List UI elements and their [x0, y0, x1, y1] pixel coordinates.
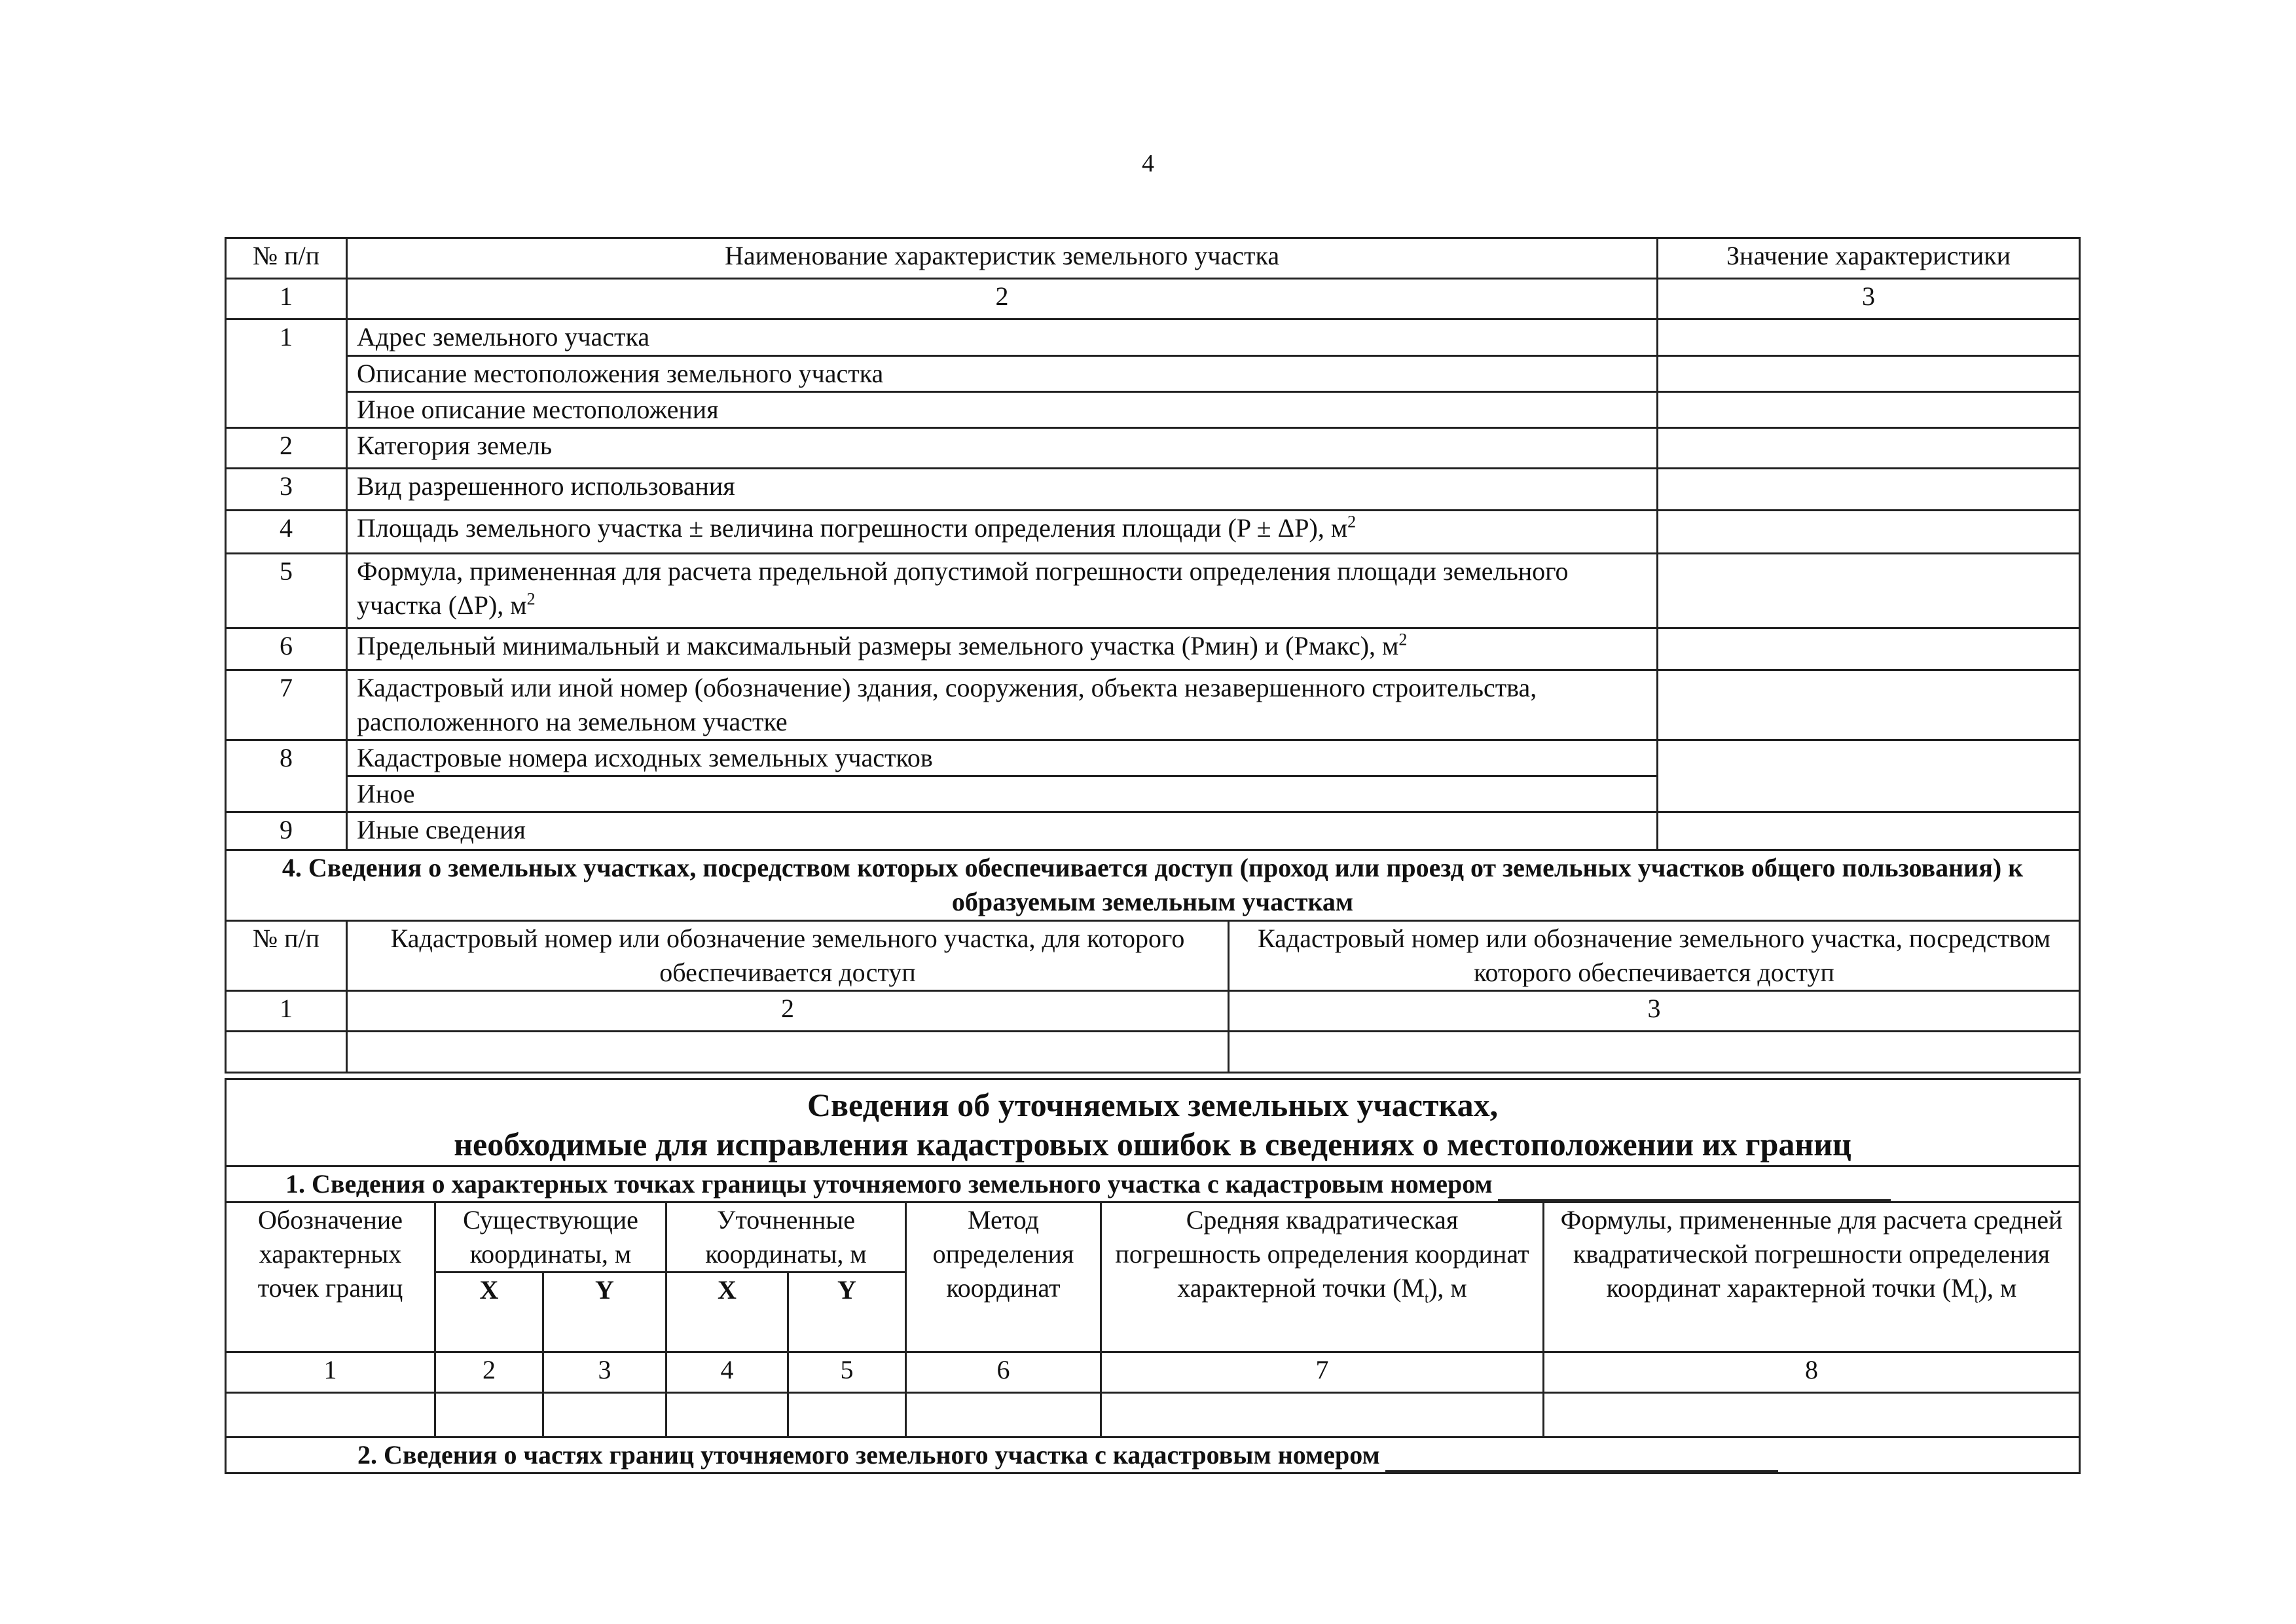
col-number: 1	[226, 279, 347, 319]
row-value	[1658, 812, 2080, 850]
header-refined-y: Y	[788, 1272, 906, 1352]
table-row	[226, 554, 2080, 628]
row-label: Иное	[347, 776, 1658, 812]
cadastral-number-blank	[1385, 1444, 1778, 1472]
row-label: Кадастровый или иной номер (обозначение) здания, сооружения, объекта незавершенного строительства, расположенного на земельном участке	[347, 670, 1658, 740]
row-label: Площадь земельного участка ± величина погрешности определения площади (P ± ΔP), $м^2$	[347, 511, 1658, 554]
row-value	[1658, 428, 2080, 469]
row-value	[1658, 628, 2080, 670]
row-label: Формула, примененная для расчета предельной допустимой погрешности определения площади земельного участка (ΔP), $м^2$	[347, 554, 1658, 628]
header-mean-error: Средняя квадратическая погрешность определения координат характерной точки $(M_t)$, м	[1101, 1202, 1544, 1352]
refined-title-line-1: Сведения об уточняемых земельных участках,	[807, 1087, 1499, 1123]
col-number: 3	[1229, 991, 2080, 1032]
refined-title-row	[226, 1079, 2080, 1166]
empty-cell	[788, 1393, 906, 1437]
row-num: 9	[226, 812, 347, 850]
col-number: 7	[1101, 1352, 1544, 1393]
header-name: Наименование характеристик земельного участка	[347, 238, 1658, 279]
col-number: 8	[1544, 1352, 2080, 1393]
refined-col-numbers-row	[226, 1352, 2080, 1393]
col-number: 1	[226, 991, 347, 1032]
table-row	[226, 812, 2080, 850]
row-num: 3	[226, 469, 347, 511]
section-4-empty-row	[226, 1032, 2080, 1073]
refined-section-1-row	[226, 1166, 2080, 1202]
row-num: 8	[226, 740, 347, 812]
header-num: № п/п	[226, 238, 347, 279]
row-label: Кадастровые номера исходных земельных участков	[347, 740, 1658, 776]
section-4-col-numbers-row	[226, 991, 2080, 1032]
col-number: 6	[906, 1352, 1101, 1393]
header-existing-x: X	[435, 1272, 543, 1352]
header-formulas: Формулы, примененные для расчета средней квадратической погрешности определения координат характерной точки $(M_t)$, м	[1544, 1202, 2080, 1352]
section-4-title: 4. Сведения о земельных участках, посредством которых обеспечивается доступ (проход или проезд от земельных участков общего пользования) к образуемым земельным участкам	[226, 850, 2080, 921]
section-4-header-num: № п/п	[226, 921, 347, 991]
header-refined-x: X	[666, 1272, 788, 1352]
empty-cell	[1229, 1032, 2080, 1073]
col-number: 3	[1658, 279, 2080, 319]
row-num: 5	[226, 554, 347, 628]
refined-empty-row	[226, 1393, 2080, 1437]
row-label: Адрес земельного участка	[347, 319, 1658, 356]
row-value	[1658, 554, 2080, 628]
section-4-header-col3: Кадастровый номер или обозначение земельного участка, посредством которого обеспечивается доступ	[1229, 921, 2080, 991]
area-formula: P ± ΔP	[1236, 513, 1309, 543]
table-row	[226, 319, 2080, 356]
refined-section-1-title: 1. Сведения о характерных точках границы уточняемого земельного участка с кадастровым номером	[226, 1166, 2080, 1202]
col-number: 2	[347, 279, 1658, 319]
row-num: 7	[226, 670, 347, 740]
row-num: 2	[226, 428, 347, 469]
row-value	[1658, 392, 2080, 428]
table-row	[226, 469, 2080, 511]
table-row	[226, 356, 2080, 392]
header-designation: Обозначение характерных точек границ	[226, 1202, 435, 1352]
refined-parcels-table	[225, 1078, 2081, 1474]
characteristics-table	[225, 237, 2081, 1074]
section-4-title-row	[226, 850, 2080, 921]
table-row	[226, 670, 2080, 740]
empty-cell	[1101, 1393, 1544, 1437]
row-label: Вид разрешенного использования	[347, 469, 1658, 511]
empty-cell	[435, 1393, 543, 1437]
cadastral-number-blank	[1498, 1173, 1891, 1201]
empty-cell	[906, 1393, 1101, 1437]
row-label: Категория земель	[347, 428, 1658, 469]
table-row	[226, 428, 2080, 469]
header-existing-coords: Существующие координаты, м	[435, 1202, 666, 1272]
row-label: Иное описание местоположения	[347, 392, 1658, 428]
row-value	[1658, 319, 2080, 356]
row-value	[1658, 511, 2080, 554]
section-4-header-col2: Кадастровый номер или обозначение земельного участка, для которого обеспечивается доступ	[347, 921, 1229, 991]
col-number: 2	[347, 991, 1229, 1032]
column-numbers-row	[226, 279, 2080, 319]
refined-section-2-title: 2. Сведения о частях границ уточняемого земельного участка с кадастровым номером	[226, 1437, 2080, 1473]
table-row	[226, 628, 2080, 670]
row-num: 6	[226, 628, 347, 670]
row-label: Иные сведения	[347, 812, 1658, 850]
row-value	[1658, 469, 2080, 511]
row-label: Описание местоположения земельного участка	[347, 356, 1658, 392]
row-value	[1658, 740, 2080, 812]
empty-cell	[226, 1032, 347, 1073]
empty-cell	[1544, 1393, 2080, 1437]
table-row	[226, 511, 2080, 554]
empty-cell	[666, 1393, 788, 1437]
col-number: 3	[543, 1352, 666, 1393]
row-num: 4	[226, 511, 347, 554]
col-number: 5	[788, 1352, 906, 1393]
table-header-row	[226, 238, 2080, 279]
row-num: 1	[226, 319, 347, 428]
refined-title	[226, 1079, 2080, 1166]
page-number: 4	[1142, 150, 1154, 177]
row-label: Предельный минимальный и максимальный размеры земельного участка (Рмин) и (Рмакс), $м^2$	[347, 628, 1658, 670]
header-value: Значение характеристики	[1658, 238, 2080, 279]
header-method: Метод определения координат	[906, 1202, 1101, 1352]
col-number: 4	[666, 1352, 788, 1393]
row-value	[1658, 670, 2080, 740]
section-4-header-row	[226, 921, 2080, 991]
refined-title-line-2: необходимые для исправления кадастровых ошибок в сведениях о местоположении их границ	[454, 1126, 1851, 1163]
table-row	[226, 740, 2080, 776]
empty-cell	[226, 1393, 435, 1437]
refined-header-row	[226, 1202, 2080, 1272]
empty-cell	[543, 1393, 666, 1437]
refined-section-2-row	[226, 1437, 2080, 1473]
header-existing-y: Y	[543, 1272, 666, 1352]
header-refined-coords: Уточненные координаты, м	[666, 1202, 906, 1272]
col-number: 2	[435, 1352, 543, 1393]
empty-cell	[347, 1032, 1229, 1073]
col-number: 1	[226, 1352, 435, 1393]
table-row	[226, 392, 2080, 428]
row-value	[1658, 356, 2080, 392]
plus-minus-symbol: ±	[689, 513, 704, 543]
delta-formula: ΔP	[457, 590, 488, 620]
